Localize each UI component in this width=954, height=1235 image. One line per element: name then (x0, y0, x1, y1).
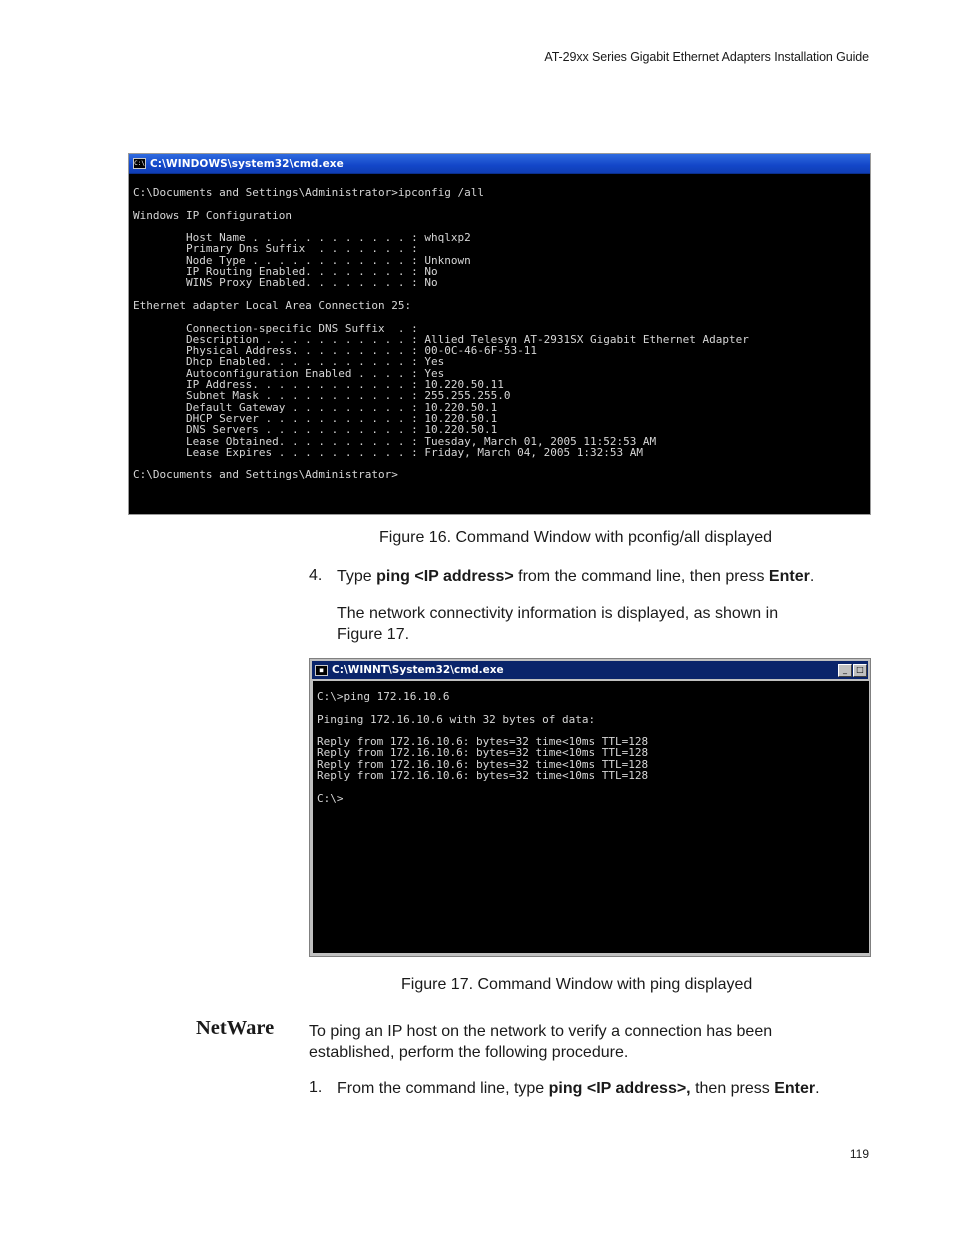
netware-intro: To ping an IP host on the network to verify a connection has been established, perform the following procedure. (309, 1023, 773, 1061)
enter-key: Enter (774, 1080, 816, 1097)
figure-16-caption: Figure 16. Command Window with pconfig/all displayed (379, 529, 773, 546)
maximize-button[interactable]: □ (853, 664, 867, 677)
cmd-system-icon: ■ (315, 665, 328, 676)
ipconfig-console-output: C:\Documents and Settings\Administrator>ipconfig /all Windows IP Configuration Host Name . . . . . . . . . . . . : whqlxp2 Primary Dns Suffix . . . . . . . : Node Type . . . . . . . . . . . . : Unknown IP Routing Enabled. . . . . . . . : No WINS Proxy Enabled. . . . . . . . : No Ethernet adapter Local Area Connection 25: Connection-specific DNS Suffix . : Description . . . . . . . . . . . : Allied Telesyn AT-2931SX Gigabit Ethernet Adapter Physical Address. . . . . . . . . : 00-0C-46-6F-53-11 Dhcp Enabled. . . . . . . . . . . : Yes Autoconfiguration Enabled . . . . : Yes IP Address. . . . . . . . . . . . : 10.220.50.11 Subnet Mask . . . . . . . . . . . : 255.255.255.0 Default Gateway . . . . . . . . . : 10.220.50.1 DHCP Server . . . . . . . . . . . : 10.220.50.1 DNS Servers . . . . . . . . . . . : 10.220.50.1 Lease Obtained. . . . . . . . . . : Tuesday, March 01, 2005 11:52:53 AM Lease Expires . . . . . . . . . . : Friday, March 04, 2005 1:32:53 AM C:\Documents and Settings\Administrator> (133, 186, 749, 482)
section-heading-netware: NetWare (196, 1017, 275, 1039)
ping-command: ping <IP address> (376, 568, 514, 585)
ping-console-output: C:\>ping 172.16.10.6 Pinging 172.16.10.6 with 32 bytes of data: Reply from 172.16.10.6: bytes=32 time<10ms TTL=128 Reply from 172.16.10.6: bytes=32 time<10ms TTL=128 Reply from 172.16.10.6: bytes=32 time<10ms TTL=128 Reply from 172.16.10.6: bytes=32 time<10ms TTL=128 C:\> (317, 690, 649, 805)
minimize-button[interactable]: _ (838, 664, 852, 677)
connectivity-note: The network connectivity information is displayed, as shown in Figure 17. (337, 605, 779, 643)
step-1-number: 1. (309, 1079, 323, 1096)
step-4-text: Type ping <IP address> from the command line, then press Enter. (337, 568, 815, 585)
page-number: 119 (849, 1147, 869, 1161)
figure-17-caption: Figure 17. Command Window with ping displayed (401, 976, 753, 993)
cmd-window-title: C:\WINDOWS\system32\cmd.exe (150, 157, 344, 170)
window-controls (838, 664, 867, 677)
running-header: AT-29xx Series Gigabit Ethernet Adapters Installation Guide (544, 50, 869, 64)
cmd-window-title: C:\WINNT\System32\cmd.exe (332, 664, 504, 676)
step-1-text: From the command line, type ping <IP address>, then press Enter. (337, 1080, 820, 1097)
step-4-number: 4. (309, 567, 323, 584)
cmd-window-titlebar (129, 154, 870, 174)
cmd-system-icon: C:\ (134, 160, 145, 167)
figure-16-cmd-window (129, 154, 870, 514)
cmd-window-titlebar (312, 661, 868, 679)
ping-command: ping <IP address>, (548, 1080, 691, 1097)
figure-17-cmd-window (309, 658, 871, 957)
enter-key: Enter (768, 568, 810, 585)
console-screen (313, 681, 869, 953)
